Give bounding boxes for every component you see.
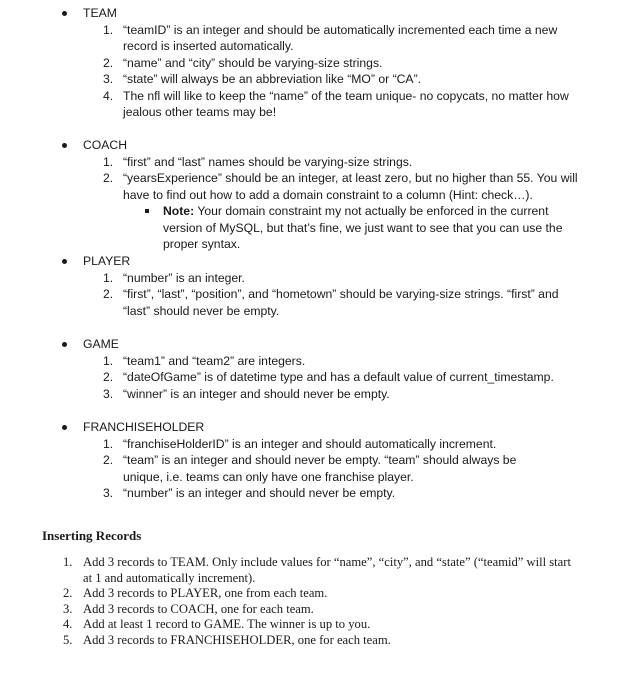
square-bullet-icon: [145, 209, 149, 213]
game-section: [0, 336, 642, 402]
list-item: [0, 369, 642, 386]
item-text: “yearsExperience” should be an integer, at least zero, but no higher than 55. You will have to find out how to add a domain constraint to a column (Hint: check…).: [123, 171, 578, 202]
item-text: “name” and “city” should be varying-size strings.: [123, 55, 383, 70]
coach-heading-row: [0, 137, 642, 154]
coach-heading: COACH: [83, 138, 128, 152]
franchise-heading: FRANCHISEHOLDER: [83, 420, 205, 434]
list-item: [0, 170, 642, 203]
franchise-section: [0, 419, 642, 502]
list-item: [0, 71, 642, 88]
item-number: 1.: [103, 22, 114, 37]
team-heading-row: [0, 5, 642, 22]
bullet-dot-icon: [62, 425, 67, 430]
bullet-dot-icon: [62, 259, 67, 264]
item-text: Add at least 1 record to GAME. The winner is up to you.: [83, 617, 371, 631]
item-text: Add 3 records to COACH, one for each team.: [83, 601, 314, 616]
game-heading: GAME: [83, 337, 119, 351]
item-text: Add 3 records to PLAYER, one from each team.: [83, 586, 328, 600]
item-text: “teamID” is an integer and should be automatically incremented each time a new record is inserted automatically.: [123, 22, 558, 53]
item-number: 2.: [103, 370, 114, 384]
item-number: 1.: [63, 555, 73, 569]
list-item: [0, 633, 642, 649]
game-heading-row: [0, 336, 642, 353]
list-item: [0, 286, 642, 319]
item-number: 2.: [103, 453, 114, 467]
item-number: 2.: [63, 586, 73, 600]
list-item: [0, 353, 642, 370]
list-item: [0, 485, 642, 502]
item-number: 4.: [63, 617, 73, 631]
item-number: 2.: [103, 171, 114, 185]
list-item: [0, 617, 642, 633]
list-item: [0, 55, 642, 72]
list-item: [0, 586, 642, 602]
item-text: “first”, “last”, “position”, and “hometown” should be varying-size strings. “first” and “last” should never be empty.: [123, 287, 559, 318]
item-text: “team” is an integer and should never be empty. “team” should always be unique, i.e. teams can only have one franchise player.: [123, 453, 517, 484]
note-label: Note:: [163, 204, 195, 218]
list-item: [0, 555, 642, 586]
list-item: [0, 22, 642, 55]
item-text: “number” is an integer and should never be empty.: [123, 486, 396, 500]
list-item: [0, 270, 642, 287]
item-number: 3.: [63, 601, 73, 616]
note-text-block: [163, 203, 573, 253]
note-text: Your domain constraint my not actually be enforced in the current version of MySQL, but that’s fine, we just want to see that you can use the proper syntax.: [163, 204, 563, 251]
list-item: [0, 436, 642, 453]
item-text: “number” is an integer.: [123, 270, 245, 285]
bullet-dot-icon: [62, 143, 67, 148]
coach-section: [0, 137, 642, 253]
item-text: Add 3 records to TEAM. Only include values for “name”, “city”, and “state” (“teamid” will start at 1 and automatically increment).: [83, 555, 571, 585]
item-text: “dateOfGame” is of datetime type and has a default value of current_timestamp.: [123, 370, 554, 384]
team-section: [0, 5, 642, 121]
item-text: Add 3 records to FRANCHISEHOLDER, one for each team.: [83, 632, 391, 647]
item-number: 1.: [103, 353, 114, 368]
list-item: [0, 602, 642, 618]
item-number: 3.: [103, 486, 114, 500]
item-text: The nfl will like to keep the “name” of the team unique- no copycats, no matter how jealous other teams may be!: [123, 88, 569, 119]
item-number: 4.: [103, 88, 114, 103]
list-item: [0, 452, 642, 485]
player-section: [0, 253, 642, 319]
item-text: “winner” is an integer and should never be empty.: [123, 386, 390, 401]
item-number: 1.: [103, 270, 114, 285]
item-text: “team1” and “team2” are integers.: [123, 353, 306, 368]
item-number: 5.: [63, 632, 73, 647]
item-number: 3.: [103, 386, 114, 401]
player-heading: PLAYER: [83, 254, 131, 268]
item-text: “franchiseHolderID” is an integer and should automatically increment.: [123, 436, 497, 451]
item-number: 1.: [103, 154, 114, 169]
inserting-heading: Inserting Records: [42, 528, 142, 543]
inserting-list: [0, 555, 642, 648]
list-item: [0, 386, 642, 403]
bullet-dot-icon: [62, 11, 67, 16]
item-text: “first” and “last” names should be varying-size strings.: [123, 154, 413, 169]
bullet-dot-icon: [62, 342, 67, 347]
item-number: 1.: [103, 436, 114, 451]
player-heading-row: [0, 253, 642, 270]
item-number: 2.: [103, 55, 114, 70]
item-text: “state” will always be an abbreviation like “MO” or “CA”.: [123, 72, 422, 86]
item-number: 2.: [103, 287, 114, 301]
franchise-heading-row: [0, 419, 642, 436]
team-heading: TEAM: [83, 6, 117, 20]
item-number: 3.: [103, 72, 114, 86]
list-item: [0, 154, 642, 171]
note-item: [0, 203, 642, 253]
list-item: [0, 88, 642, 121]
